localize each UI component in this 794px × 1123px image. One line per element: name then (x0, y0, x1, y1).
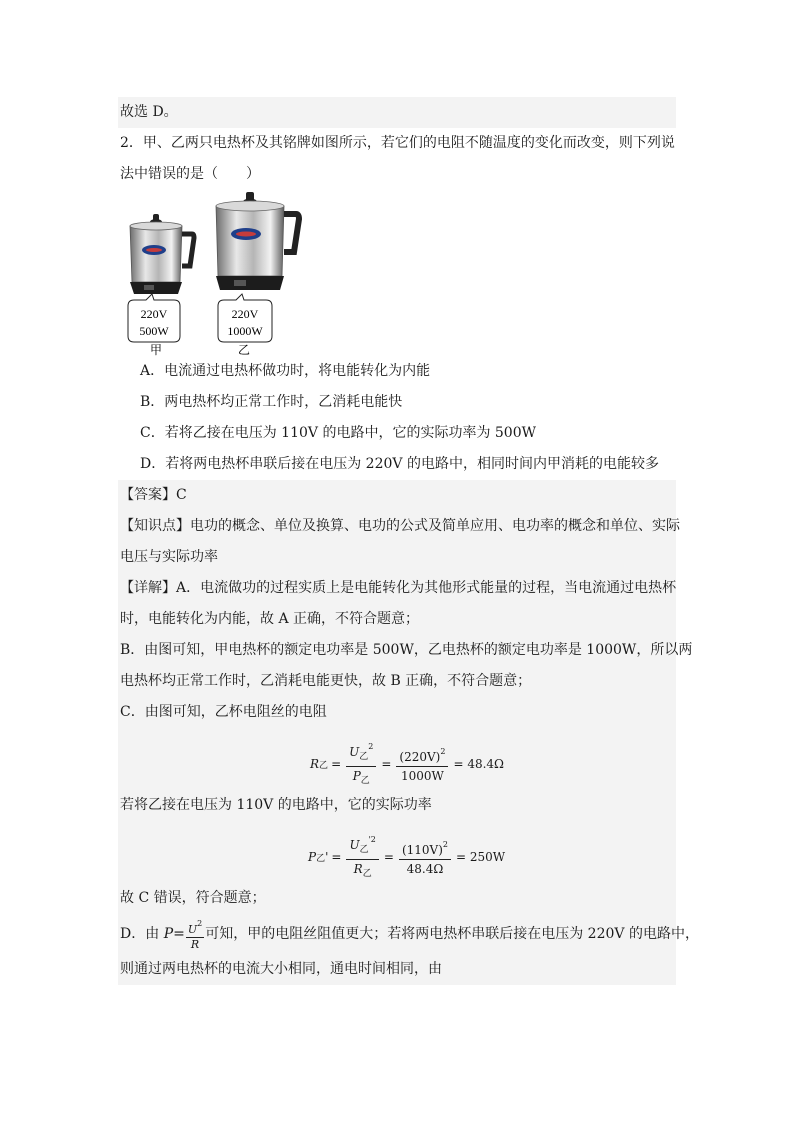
formula-result: = 48.4Ω (453, 757, 504, 771)
formula-prime: ' (325, 850, 329, 864)
formula-symbol: U (187, 922, 198, 936)
formula-subscript: 乙 (360, 776, 370, 786)
detail-line: C．由图可知，乙杯电阻丝的电阻 (120, 704, 327, 720)
formula-equals: = (331, 850, 342, 864)
formula-symbol: P (308, 850, 317, 864)
option-b: B．两电热杯均正常工作时，乙消耗电能快 (140, 394, 403, 410)
kettle-jia-icon (130, 214, 194, 294)
formula-result: = 250W (456, 850, 506, 864)
detail-text: D．由 (120, 926, 164, 942)
formula-subscript: 乙 (316, 853, 326, 864)
formula-value: (110V) (401, 843, 443, 857)
label-yi-voltage: 220V (231, 307, 259, 321)
formula-symbol: R (353, 862, 363, 876)
formula-superscript: 2 (440, 747, 446, 756)
formula-fraction (346, 831, 378, 883)
question-stem: 2．甲、乙两只电热杯及其铭牌如图所示，若它们的电阻不随温度的变化而改变，则下列说 (120, 135, 675, 151)
detail-line: 【详解】A．电流做功的过程实质上是电能转化为其他形式能量的过程，当电流通过电热杯 (120, 580, 677, 596)
formula-symbol: R (310, 757, 320, 771)
formula-equals: = (381, 757, 392, 771)
formula-symbol: U (349, 745, 360, 759)
formula-equals: = (331, 757, 342, 771)
formula-symbol: P (163, 926, 174, 942)
detail-text: 可知，甲的电阻丝阻值更大；若将两电热杯串联后接在电压为 220V 的电路中， (205, 926, 699, 942)
option-d: D．若将两电热杯串联后接在电压为 220V 的电路中，相同时间内甲消耗的电能较多 (140, 456, 659, 472)
name-jia: 甲 (149, 343, 163, 356)
formula-superscript: 2 (197, 918, 203, 928)
formula-superscript: 2 (442, 840, 448, 849)
detail-line: 故 C 错误，符合题意； (120, 890, 266, 906)
formula-value: (220V) (399, 750, 441, 764)
formula-symbol: P (352, 769, 361, 783)
document-page (118, 97, 699, 985)
formula-resistance (118, 728, 676, 790)
formula-equals: = (173, 926, 185, 942)
kettles-illustration (118, 190, 338, 356)
formula-fraction (399, 836, 451, 878)
label-jia-power: 500W (139, 324, 169, 338)
detail-line-with-formula (118, 914, 699, 954)
detail-line: 时，电能转化为内能，故 A 正确，不符合题意； (120, 611, 420, 627)
option-c: C．若将乙接在电压为 110V 的电路中，它的实际功率为 500W (140, 425, 537, 441)
formula-power (118, 821, 676, 883)
formula-fraction (346, 738, 376, 790)
formula-value: 1000W (401, 769, 444, 783)
knowledge-point-line: 电压与实际功率 (120, 549, 218, 565)
kettle-yi-icon (216, 192, 299, 290)
kettle-figure (118, 190, 676, 356)
formula-subscript: 乙 (359, 752, 369, 762)
solution-block (118, 480, 699, 985)
label-jia-voltage: 220V (140, 307, 168, 321)
question-stem: 法中错误的是（ ） (120, 166, 260, 182)
option-a: A．电流通过电热杯做功时，将电能转化为内能 (140, 363, 431, 379)
formula-superscript: '2 (368, 835, 376, 844)
answer-line: 【答案】C (120, 487, 187, 503)
formula-value: 48.4Ω (406, 862, 444, 876)
detail-line: 电热杯均正常工作时，乙消耗电能更快，故 B 正确，不符合题意； (120, 673, 532, 689)
inline-fraction (186, 917, 204, 952)
formula-equals: = (383, 850, 394, 864)
detail-line: 则通过两电热杯的电流大小相同，通电时间相同，由 (120, 961, 442, 977)
detail-line: B．由图可知，甲电热杯的额定电功率是 500W，乙电热杯的额定电功率是 1000W，所以两 (120, 642, 693, 658)
formula-subscript: 乙 (319, 760, 329, 771)
formula-subscript: 乙 (359, 845, 369, 855)
detail-line: 若将乙接在电压为 110V 的电路中，它的实际功率 (120, 797, 432, 813)
text-line: 故选 D。 (118, 97, 676, 128)
label-yi-power: 1000W (227, 324, 263, 338)
formula-subscript: 乙 (362, 869, 372, 879)
name-yi: 乙 (237, 343, 251, 356)
formula-symbol: U (349, 838, 360, 852)
knowledge-point-line: 【知识点】电功的概念、单位及换算、电功的公式及简单应用、电功率的概念和单位、实际 (120, 518, 680, 534)
formula-symbol: R (190, 937, 200, 951)
formula-superscript: 2 (368, 742, 374, 751)
formula-fraction (396, 743, 448, 785)
